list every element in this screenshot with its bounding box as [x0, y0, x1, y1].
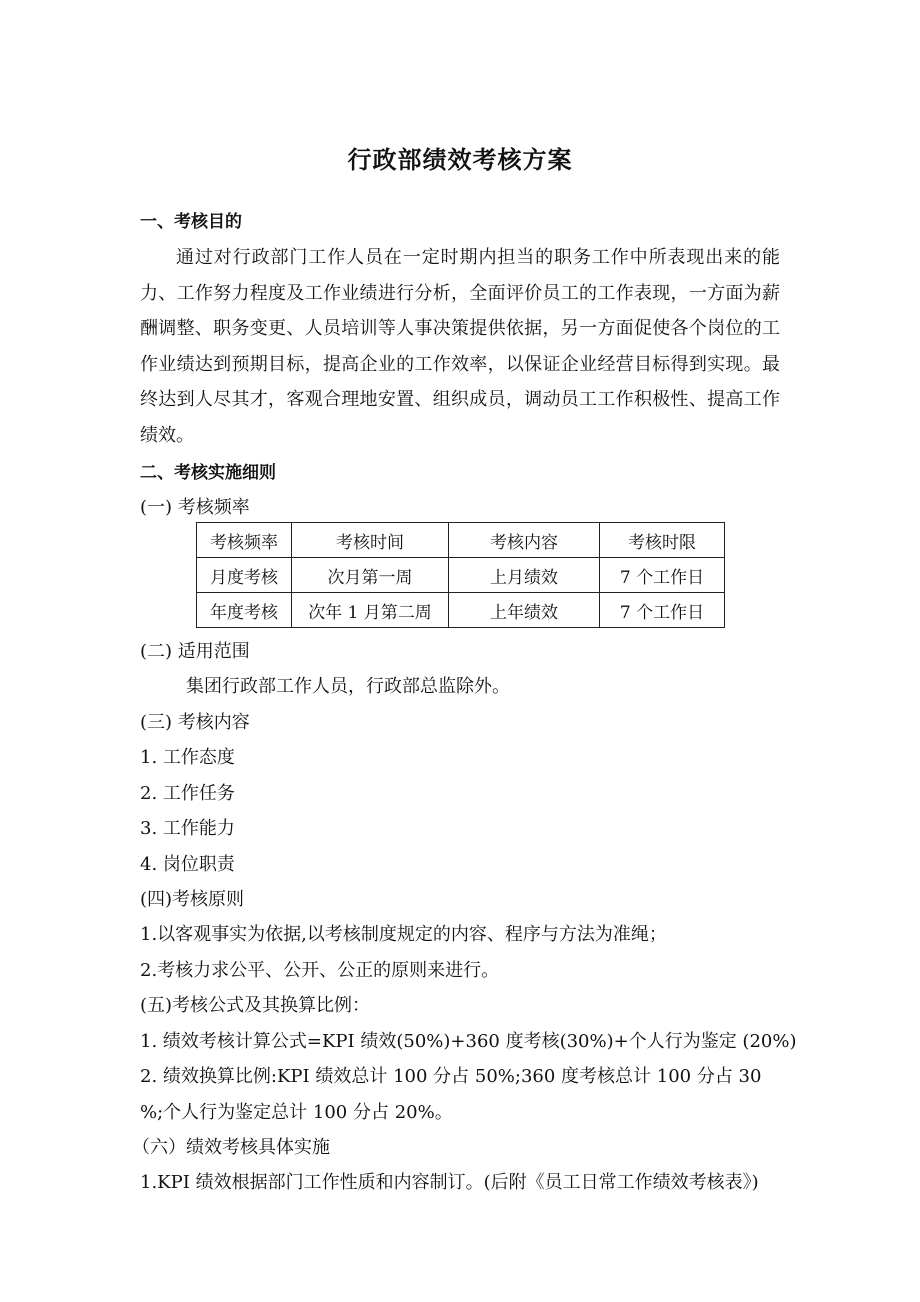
subheading-implementation: （六）绩效考核具体实施: [132, 1137, 330, 1158]
subheading-contents: (三) 考核内容: [140, 712, 250, 733]
purpose-paragraph: 通过对行政部门工作人员在一定时期内担当的职务工作中所表现出来的能力、工作努力程度及工作业绩进行分析，全面评价员工的工作表现，一方面为薪酬调整、职务变更、人员培训等人事决策提供依据，另一方面促使各个岗位的工作业绩达到预期目标，提高企业的工作效率，以保证企业经营目标得到实现。最终达到人尽其才，客观合理地安置、组织成员，调动员工工作积极性、提高工作绩效。: [140, 247, 780, 446]
content-item: 3. 工作能力: [140, 818, 235, 839]
formula-line: 1. 绩效考核计算公式=KPI 绩效(50%)+360 度考核(30%)+个人行为鉴定 (20%): [140, 1031, 797, 1052]
principle-item: 2.考核力求公平、公开、公正的原则来进行。: [140, 960, 500, 981]
content-item: 4. 岗位职责: [140, 854, 235, 875]
section-heading-details: 二、考核实施细则: [140, 463, 276, 483]
scope-text: 集团行政部工作人员，行政部总监除外。: [186, 676, 510, 697]
table-cell: 上月绩效: [449, 558, 600, 593]
section-heading-purpose-text: 一、考核目的: [140, 212, 242, 232]
table-header-cell: 考核时间: [292, 523, 449, 558]
table-cell: 年度考核: [197, 593, 292, 628]
table-cell: 次月第一周: [292, 558, 449, 593]
frequency-table: [196, 522, 725, 628]
table-cell: 7 个工作日: [600, 558, 725, 593]
subheading-scope: (二) 适用范围: [140, 641, 250, 662]
table-cell: 上年绩效: [449, 593, 600, 628]
subheading-formula: (五)考核公式及其换算比例：: [140, 995, 371, 1016]
subheading-frequency: (一) 考核频率: [140, 497, 250, 518]
formula-line: 2. 绩效换算比例:KPI 绩效总计 100 分占 50%;360 度考核总计 100 分占 30: [140, 1066, 762, 1087]
table-cell: 7 个工作日: [600, 593, 725, 628]
content-item: 1. 工作态度: [140, 747, 235, 768]
table-cell: 月度考核: [197, 558, 292, 593]
table-row: [197, 593, 725, 628]
subheading-principles: (四)考核原则: [140, 889, 245, 910]
table-header-cell: 考核内容: [449, 523, 600, 558]
table-header-cell: 考核时限: [600, 523, 725, 558]
table-cell: 次年 1 月第二周: [292, 593, 449, 628]
document-title: 行政部绩效考核方案: [347, 145, 573, 174]
principle-item: 1.以客观事实为依据,以考核制度规定的内容、程序与方法为准绳；: [140, 924, 667, 945]
content-item: 2. 工作任务: [140, 783, 235, 804]
table-header-cell: 考核频率: [197, 523, 292, 558]
formula-line: %;个人行为鉴定总计 100 分占 20%。: [140, 1102, 453, 1123]
table-header-row: [197, 523, 725, 558]
implementation-item: 1.KPI 绩效根据部门工作性质和内容制订。(后附《员工日常工作绩效考核表》): [140, 1172, 759, 1193]
table-row: [197, 558, 725, 593]
